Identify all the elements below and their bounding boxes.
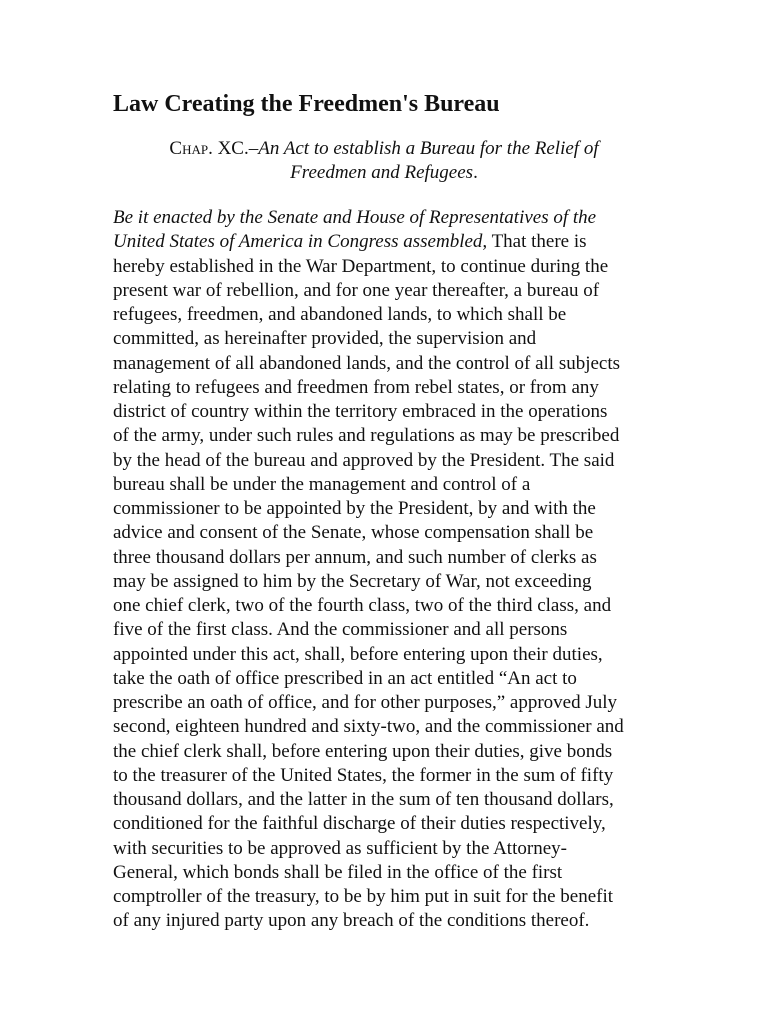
body-line: bureau shall be under the management and control of a [113, 473, 531, 495]
chapter-title-end: . [473, 162, 478, 183]
body-line: relating to refugees and freedmen from rebel states, or from any [113, 376, 599, 398]
body-line: thousand dollars, and the latter in the sum of ten thousand dollars, [113, 789, 614, 810]
body-line: five of the first class. And the commissioner and all persons [113, 619, 568, 641]
body-line: district of country within the territory embraced in the operations [113, 401, 608, 422]
body-line-intro-1: Be it enacted by the Senate and House of Representatives of the [113, 207, 597, 228]
body-line: may be assigned to him by the Secretary of War, not exceeding [113, 570, 592, 592]
body-line: committed, as hereinafter provided, the supervision and [113, 328, 537, 350]
body-line: with securities to be approved as sufficient by the Attorney- [113, 837, 567, 859]
body-line-intro-2-rest: That there is [487, 231, 587, 253]
body-line: the chief clerk shall, before entering upon their duties, give bonds [113, 740, 613, 762]
body-line: prescribe an oath of office, and for other purposes,” approved July [113, 692, 618, 713]
chapter-title-line-1: An Act to establish a Bureau for the Relief of [258, 138, 599, 159]
body-line: second, eighteen hundred and sixty-two, and the commissioner and [113, 716, 624, 738]
body-line: General, which bonds shall be filed in the office of the first [113, 861, 563, 883]
body-line: one chief clerk, two of the fourth class, two of the third class, and [113, 595, 612, 616]
chapter-prefix [169, 138, 208, 159]
page-title: Law Creating the Freedmen's Bureau [113, 91, 500, 117]
body-line: to the treasurer of the United States, the former in the sum of fifty [113, 764, 614, 786]
chapter-number: . XC.– [208, 138, 259, 159]
body-line: hereby established in the War Department, to continue during the [113, 255, 609, 277]
body-line: appointed under this act, shall, before entering upon their duties, [113, 643, 603, 665]
body-line: commissioner to be appointed by the President, by and with the [113, 498, 596, 519]
body-line: take the oath of office prescribed in an act entitled “An act to [113, 667, 577, 689]
chapter-prefix-cap: C [169, 138, 183, 159]
body-line: of the army, under such rules and regulations as may be prescribed [113, 425, 620, 447]
body-line-intro-2 [113, 230, 673, 254]
body-line: refugees, freedmen, and abandoned lands, to which shall be [113, 304, 567, 325]
body-line: three thousand dollars per annum, and such number of clerks as [113, 546, 597, 568]
body-line: advice and consent of the Senate, whose compensation shall be [113, 522, 594, 544]
chapter-prefix-rest: hap [182, 138, 209, 159]
body-line: present war of rebellion, and for one year thereafter, a bureau of [113, 279, 600, 301]
chapter-title-line-2: Freedmen and Refugees [290, 162, 474, 183]
enacting-clause-end: United States of America in Congress assembled, [113, 231, 488, 253]
body-line: of any injured party upon any breach of the conditions thereof. [113, 910, 590, 932]
body-line: conditioned for the faithful discharge of their duties respectively, [113, 813, 606, 835]
body-line: by the head of the bureau and approved by the President. The said [113, 449, 615, 471]
body-line: management of all abandoned lands, and the control of all subjects [113, 352, 621, 374]
chapter-heading [113, 137, 655, 185]
body-line: comptroller of the treasury, to be by him put in suit for the benefit [113, 886, 614, 907]
act-body [113, 206, 673, 934]
